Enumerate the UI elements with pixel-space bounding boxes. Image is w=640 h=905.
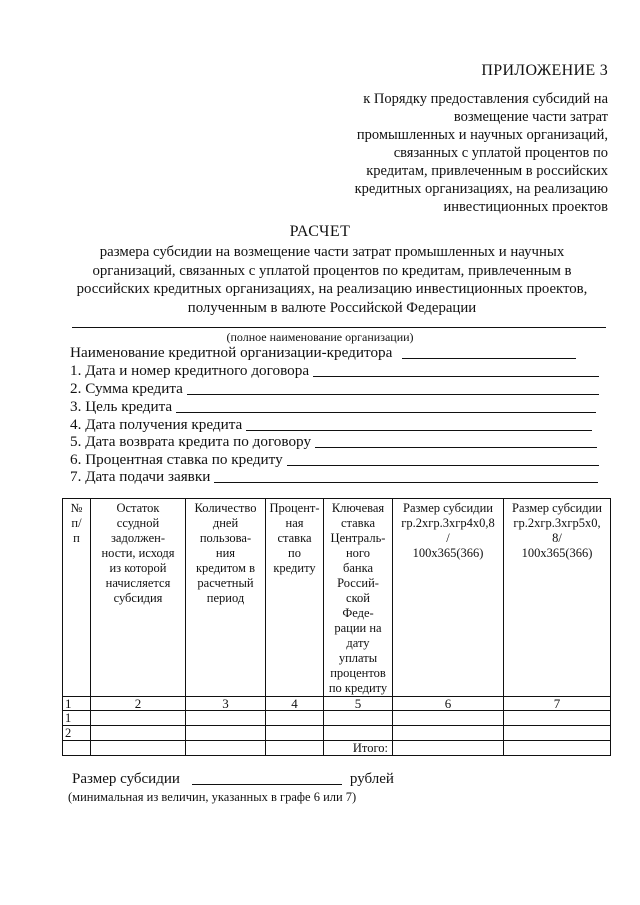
field-fill-line[interactable] — [313, 375, 599, 377]
table-cell[interactable] — [266, 726, 324, 741]
header-line: Процент- — [269, 501, 320, 515]
table-row — [63, 711, 611, 726]
column-number: 4 — [266, 697, 324, 711]
field-fill-line[interactable] — [287, 464, 599, 466]
header-line: гр.2хгр.3хгр4х0,8 — [401, 516, 495, 530]
row-number: 1 — [63, 711, 91, 726]
header-line: Ключевая — [331, 501, 385, 515]
calc-subtitle-line: российских кредитных организациях, на реализацию инвестиционных проектов, — [76, 281, 588, 297]
field-amount — [70, 379, 599, 398]
field-label: 4. Дата получения кредита — [70, 416, 243, 433]
table-cell[interactable] — [393, 726, 504, 741]
header-line: ставка — [277, 531, 312, 545]
table-cell[interactable] — [266, 711, 324, 726]
field-contract — [70, 361, 599, 380]
table-cell[interactable] — [504, 726, 611, 741]
header-cell — [91, 499, 186, 697]
table-cell — [186, 741, 266, 756]
header-line: ставка — [340, 516, 376, 530]
org-name-caption: (полное наименование организации) — [226, 330, 414, 344]
header-line: 100х365(366) — [412, 546, 484, 560]
header-line: кредиту — [273, 561, 316, 575]
table-cell[interactable] — [504, 711, 611, 726]
field-label: 2. Сумма кредита — [70, 380, 183, 397]
header-line: дней — [212, 516, 239, 530]
header-line: из которой — [109, 561, 167, 575]
field-fill-line[interactable] — [402, 357, 576, 359]
header-line: гр.2хгр.3хгр5х0, — [513, 516, 601, 530]
field-fill-line[interactable] — [315, 446, 597, 448]
header-line: по кредиту — [328, 681, 388, 695]
appendix-title: ПРИЛОЖЕНИЕ 3 — [481, 62, 608, 79]
table-cell[interactable] — [324, 711, 393, 726]
field-label: 3. Цель кредита — [70, 398, 173, 415]
header-line: Количество — [194, 501, 257, 515]
calc-title: РАСЧЕТ — [289, 223, 351, 240]
header-line: банка — [342, 561, 374, 575]
table-cell[interactable] — [186, 726, 266, 741]
field-label: 5. Дата возврата кредита по договору — [70, 433, 312, 450]
field-fill-line[interactable] — [176, 411, 596, 413]
column-number: 3 — [186, 697, 266, 711]
table-row — [63, 726, 611, 741]
table-column-numbers-row — [63, 697, 611, 711]
header-line: период — [206, 591, 245, 605]
table-cell[interactable] — [91, 726, 186, 741]
column-number: 6 — [393, 697, 504, 711]
subsidy-amount-unit: рублей — [349, 771, 394, 787]
field-label: 6. Процентная ставка по кредиту — [70, 451, 283, 468]
field-creditor — [70, 343, 576, 362]
header-line: Россий- — [337, 576, 379, 590]
header-line: субсидия — [113, 591, 163, 605]
calc-subtitle — [62, 243, 602, 317]
header-line: пользова- — [199, 531, 252, 545]
header-cell — [186, 499, 266, 697]
header-line: кредитом в — [195, 561, 255, 575]
table-cell[interactable] — [186, 711, 266, 726]
calc-subtitle-line: организаций, связанных с уплатой процентов по кредитам, привлеченным в — [92, 262, 572, 279]
header-line: 100х365(366) — [521, 546, 593, 560]
header-line: Централь- — [330, 531, 386, 545]
header-line: ного — [345, 546, 370, 560]
appendix-desc-line: инвестиционных проектов — [443, 199, 608, 215]
appendix-desc-line: к Порядку предоставления субсидий на — [363, 91, 608, 107]
header-cell — [63, 499, 91, 697]
header-line: Феде- — [342, 606, 374, 620]
subsidy-amount-note: (минимальная из величин, указанных в графе 6 или 7) — [68, 790, 357, 804]
appendix-desc-line: связанных с уплатой процентов по — [393, 145, 608, 161]
header-line: дату — [346, 636, 370, 650]
header-line: начисляется — [105, 576, 171, 590]
total-label: Итого: — [324, 741, 393, 756]
column-number: 5 — [324, 697, 393, 711]
header-line: процентов — [330, 666, 386, 680]
row-number: 2 — [63, 726, 91, 741]
header-line: / — [446, 531, 450, 545]
table-total-row — [63, 741, 611, 756]
header-line: п/ — [71, 516, 82, 530]
header-cell — [266, 499, 324, 697]
table-cell[interactable] — [393, 711, 504, 726]
column-number: 7 — [504, 697, 611, 711]
header-line: ности, исходя — [101, 546, 175, 560]
total-cell[interactable] — [393, 741, 504, 756]
field-fill-line[interactable] — [214, 481, 598, 483]
subsidy-amount-line — [72, 771, 394, 788]
field-return-date — [70, 432, 597, 451]
header-line: ссудной — [116, 516, 160, 530]
header-line: 8/ — [552, 531, 562, 545]
column-number: 2 — [91, 697, 186, 711]
appendix-desc-line: кредитных организациях, на реализацию — [354, 181, 608, 197]
field-label: 1. Дата и номер кредитного договора — [70, 362, 310, 379]
field-purpose — [70, 397, 596, 416]
field-label: Наименование кредитной организации-кредитора — [70, 344, 393, 361]
field-label: 7. Дата подачи заявки — [70, 468, 211, 485]
header-line: рации на — [334, 621, 382, 635]
header-line: задолжен- — [110, 531, 166, 545]
header-cell — [393, 499, 504, 697]
header-line: по — [288, 546, 301, 560]
table-cell — [91, 741, 186, 756]
header-line: ской — [346, 591, 370, 605]
org-name-line[interactable] — [72, 326, 606, 328]
table-cell — [63, 741, 91, 756]
field-fill-line[interactable] — [246, 429, 592, 431]
table-cell[interactable] — [324, 726, 393, 741]
column-number: 1 — [63, 697, 91, 711]
field-fill-line[interactable] — [187, 393, 599, 395]
header-line: расчетный — [197, 576, 254, 590]
appendix-desc-line: кредитам, привлеченным в российских — [366, 163, 608, 179]
header-line: Остаток — [116, 501, 160, 515]
subsidy-amount-label: Размер субсидии — [72, 771, 180, 787]
table-cell — [266, 741, 324, 756]
header-line: уплаты — [338, 651, 378, 665]
table-header-row — [63, 499, 611, 697]
header-line: № — [70, 501, 83, 515]
subsidy-amount-fill[interactable] — [192, 783, 342, 785]
calc-subtitle-line: полученным в валюте Российской Федерации — [187, 299, 477, 316]
header-cell — [504, 499, 611, 697]
header-line: ния — [215, 546, 236, 560]
header-line: п — [73, 531, 80, 545]
subsidy-table — [62, 498, 611, 756]
table-cell[interactable] — [91, 711, 186, 726]
appendix-description — [318, 90, 608, 216]
header-line: ная — [285, 516, 304, 530]
field-application-date — [70, 467, 598, 486]
calc-subtitle-line: размера субсидии на возмещение части затрат промышленных и научных — [99, 244, 565, 260]
appendix-desc-line: промышленных и научных организаций, — [356, 127, 608, 143]
header-line: Размер субсидии — [512, 501, 602, 515]
total-cell[interactable] — [504, 741, 611, 756]
header-line: Размер субсидии — [403, 501, 493, 515]
header-cell — [324, 499, 393, 697]
appendix-desc-line: возмещение части затрат — [453, 109, 608, 125]
